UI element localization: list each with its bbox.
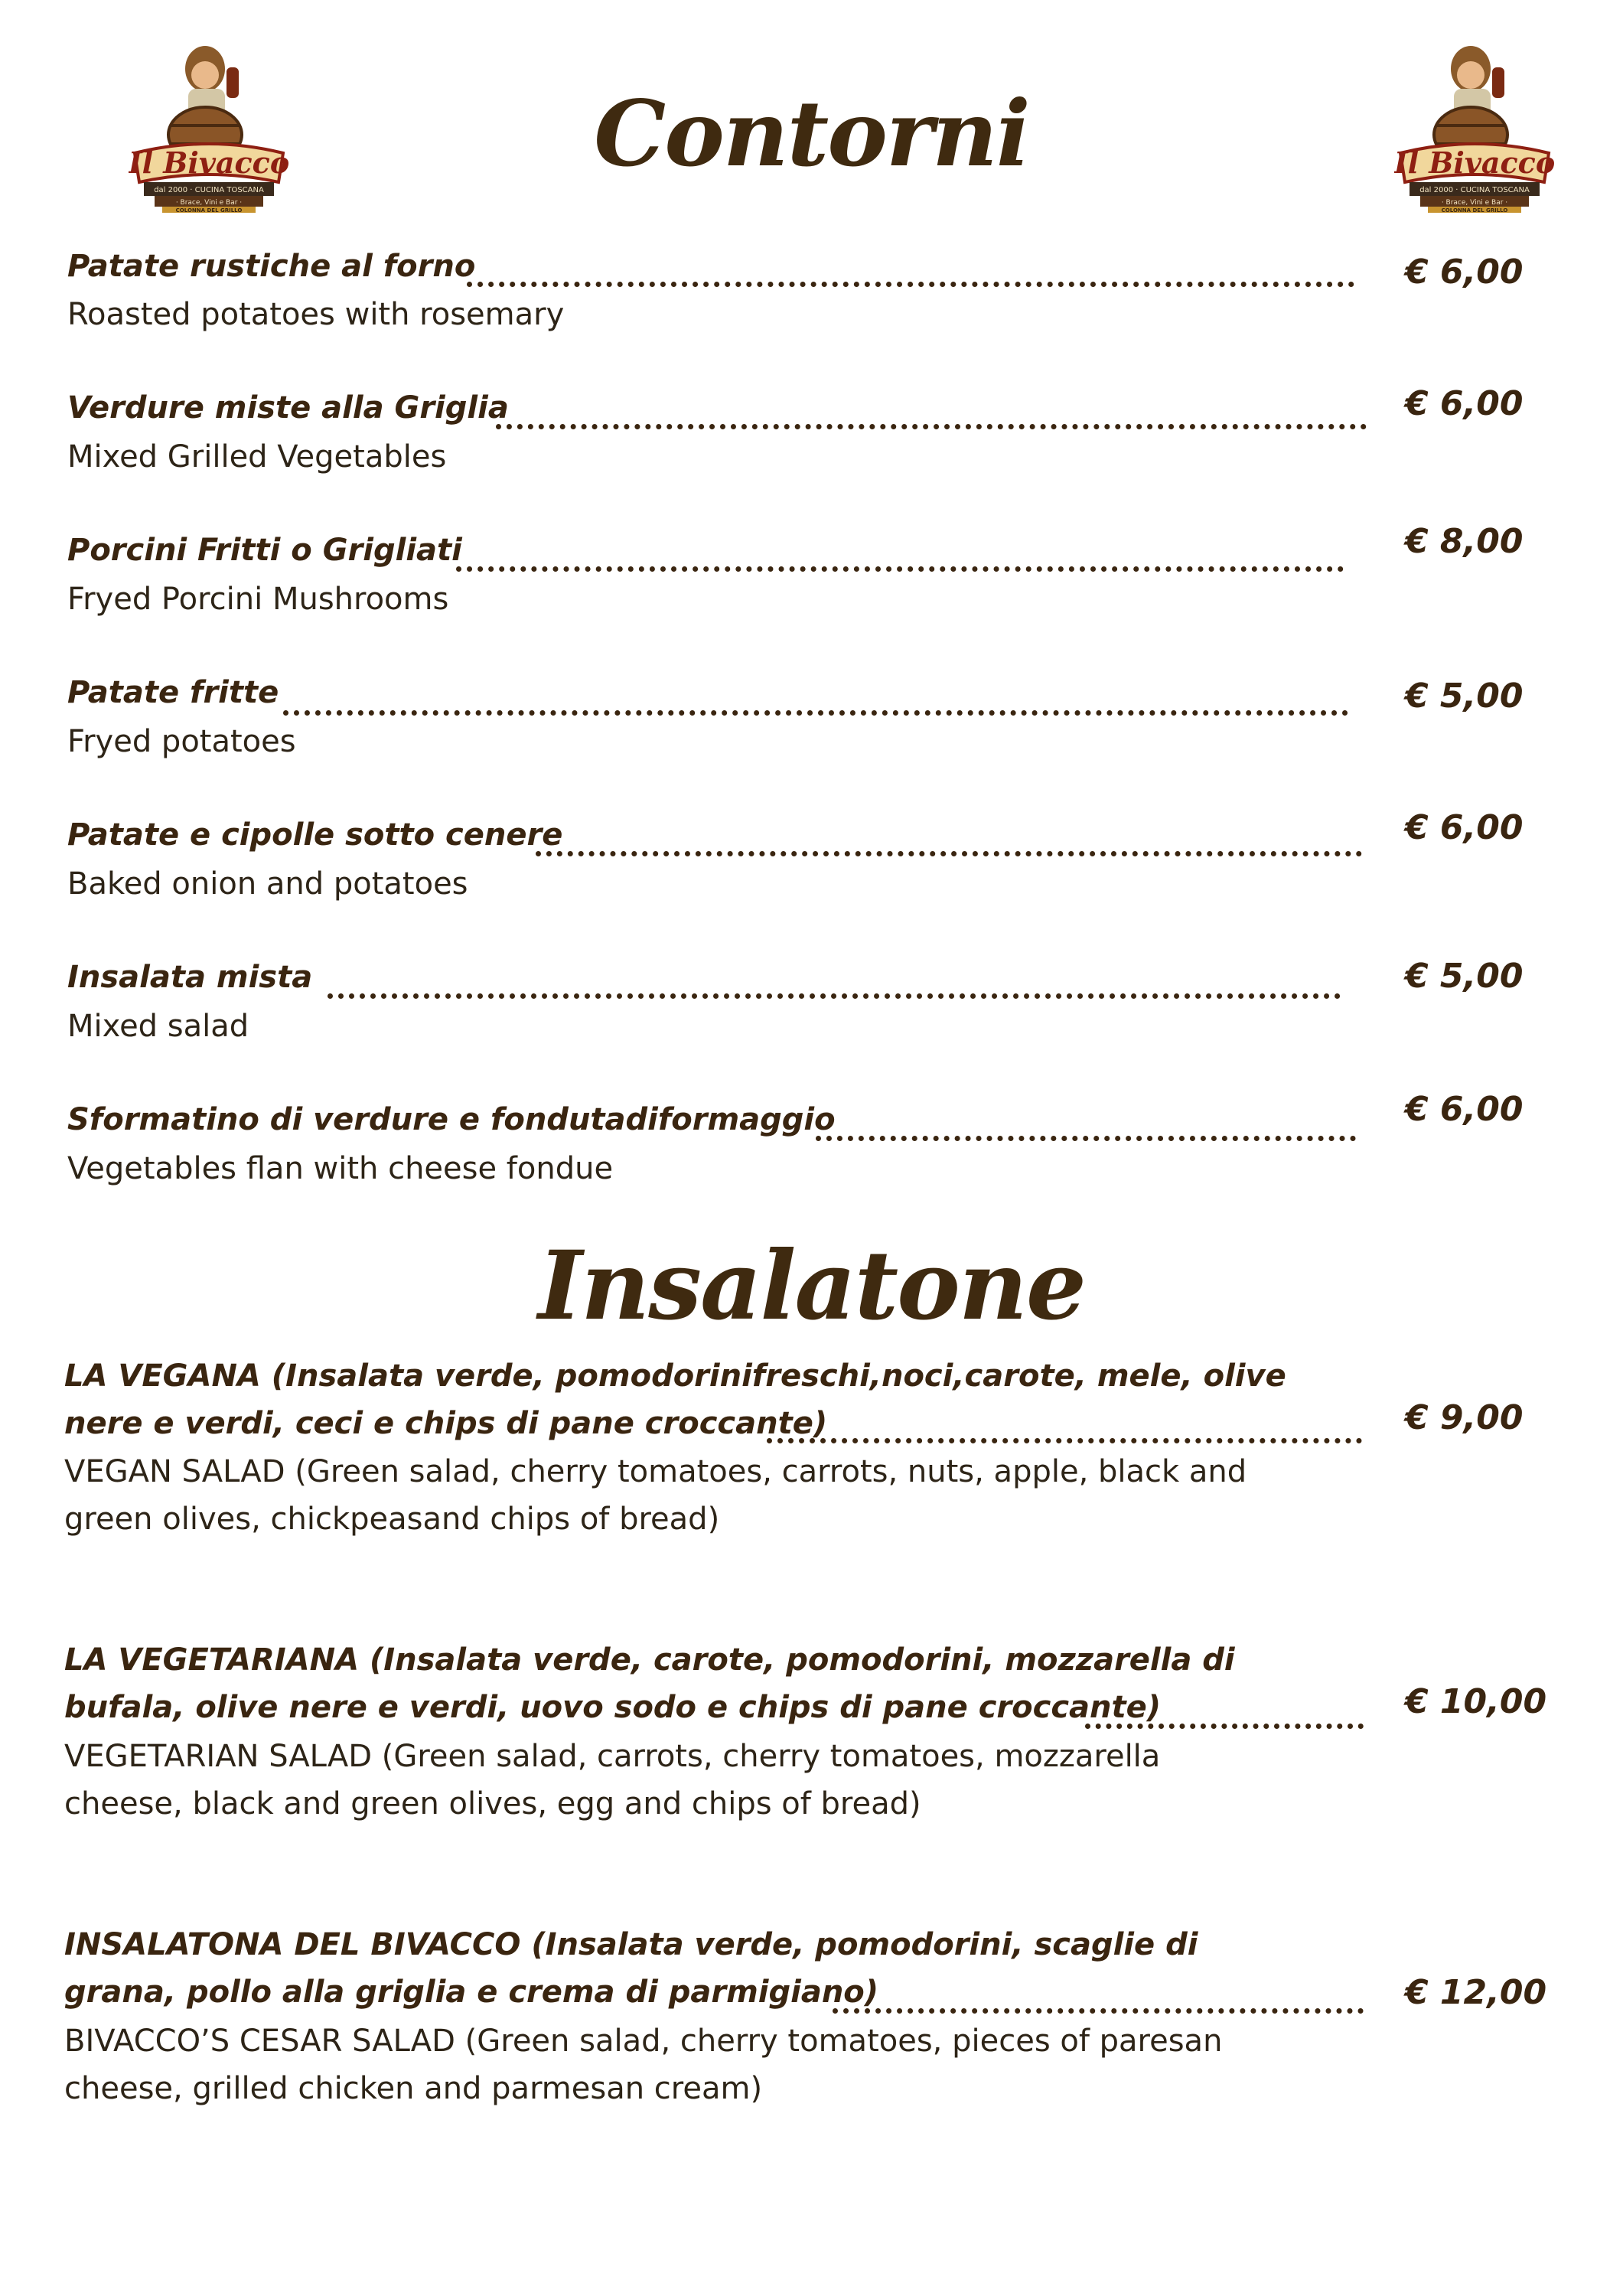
item-name: Insalata mista [67, 960, 313, 995]
item-price: € 6,00 [1405, 808, 1524, 847]
item-description: Fryed Porcini Mushrooms [67, 582, 449, 617]
svg-text:Il Bivacco: Il Bivacco [129, 145, 289, 180]
dotted-leader [1085, 1724, 1364, 1729]
item-price: € 9,00 [1405, 1398, 1524, 1437]
insalatone-title: Insalatone [538, 1231, 1085, 1342]
item-price: € 10,00 [1405, 1682, 1547, 1721]
item-description: Roasted potatoes with rosemary [67, 297, 565, 332]
item-name: Sformatino di verdure e fondutadiformaggio [67, 1102, 836, 1137]
item-description-line1: BIVACCO’S CESAR SALAD (Green salad, cherry tomatoes, pieces of paresan [64, 2024, 1223, 2059]
svg-text:· Brace, Vini e Bar ·: · Brace, Vini e Bar · [1441, 199, 1508, 207]
item-description-line1: VEGETARIAN SALAD (Green salad, carrots, cherry tomatoes, mozzarella [64, 1739, 1161, 1774]
item-price: € 6,00 [1405, 1090, 1524, 1129]
svg-text:· Brace, Vini e Bar ·: · Brace, Vini e Bar · [175, 199, 243, 207]
item-name-line1: INSALATONA DEL BIVACCO (Insalata verde, pomodorini, scaglie di [64, 1927, 1198, 1962]
item-price: € 6,00 [1405, 384, 1524, 423]
item-description: Mixed Grilled Vegetables [67, 439, 447, 475]
dotted-leader [456, 566, 1344, 572]
item-name: Patate fritte [67, 675, 279, 710]
item-price: € 8,00 [1405, 522, 1524, 561]
dotted-leader [833, 2008, 1364, 2014]
item-description: Fryed potatoes [67, 724, 296, 759]
svg-text:COLONNA DEL GRILLO: COLONNA DEL GRILLO [1441, 207, 1508, 213]
svg-text:dal 2000 · CUCINA TOSCANA: dal 2000 · CUCINA TOSCANA [154, 186, 264, 194]
item-description: Baked onion and potatoes [67, 866, 468, 902]
dotted-leader [283, 710, 1348, 716]
dotted-leader [467, 282, 1354, 287]
svg-text:COLONNA DEL GRILLO: COLONNA DEL GRILLO [175, 207, 243, 213]
item-price: € 6,00 [1405, 253, 1524, 292]
item-price: € 5,00 [1405, 677, 1524, 716]
svg-text:dal 2000 · CUCINA TOSCANA: dal 2000 · CUCINA TOSCANA [1419, 186, 1530, 194]
contorni-title: Contorni [594, 80, 1029, 187]
item-description-line1: VEGAN SALAD (Green salad, cherry tomatoes, carrots, nuts, apple, black and [64, 1454, 1247, 1489]
dotted-leader [767, 1438, 1362, 1443]
dotted-leader [328, 993, 1341, 999]
item-name: Porcini Fritti o Grigliati [67, 533, 462, 568]
item-description-line2: cheese, black and green olives, egg and chips of bread) [64, 1786, 921, 1821]
item-name-line1: LA VEGANA (Insalata verde, pomodorinifreschi,noci,carote, mele, olive [64, 1358, 1286, 1394]
item-description-line2: green olives, chickpeasand chips of bread) [64, 1502, 720, 1537]
item-name: Patate rustiche al forno [67, 249, 476, 284]
item-price: € 12,00 [1405, 1973, 1547, 2012]
item-price: € 5,00 [1405, 957, 1524, 996]
item-name-line1: LA VEGETARIANA (Insalata verde, carote, pomodorini, mozzarella di [64, 1642, 1235, 1678]
dotted-leader [536, 851, 1362, 856]
item-description: Mixed salad [67, 1009, 249, 1044]
item-name: Patate e cipolle sotto cenere [67, 817, 563, 853]
dotted-leader [496, 424, 1367, 429]
item-name-line2: bufala, olive nere e verdi, uovo sodo e chips di pane croccante) [64, 1690, 1162, 1725]
item-name: Verdure miste alla Griglia [67, 390, 509, 426]
item-description-line2: cheese, grilled chicken and parmesan cream) [64, 2071, 763, 2106]
dotted-leader [816, 1136, 1356, 1141]
svg-text:Il Bivacco: Il Bivacco [1394, 145, 1555, 180]
item-name-line2: nere e verdi, ceci e chips di pane croccante) [64, 1406, 828, 1441]
item-description: Vegetables flan with cheese fondue [67, 1151, 614, 1186]
item-name-line2: grana, pollo alla griglia e crema di parmigiano) [64, 1975, 879, 2010]
